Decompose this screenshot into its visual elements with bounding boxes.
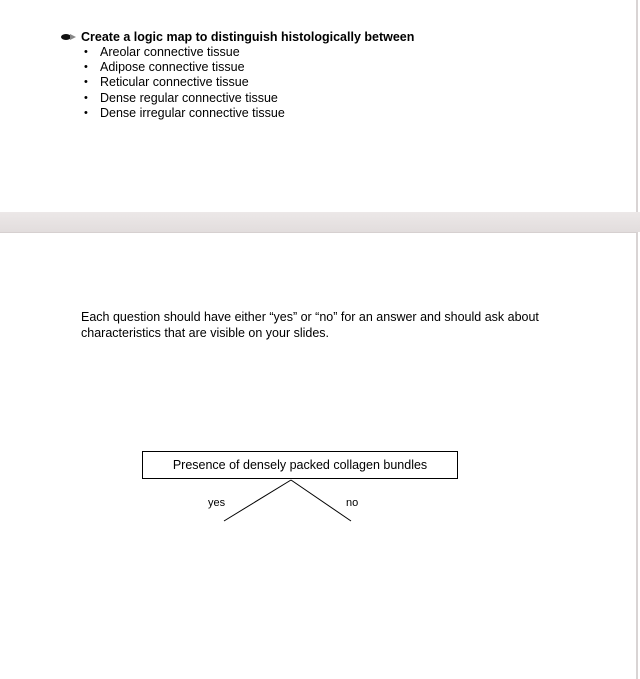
slide-separator: [0, 212, 640, 232]
slide-heading: Create a logic map to distinguish histologically between: [81, 30, 415, 44]
yes-branch-line: [224, 480, 291, 521]
yes-branch-label: yes: [208, 497, 226, 509]
list-item: • Dense regular connective tissue: [84, 91, 285, 106]
list-item: • Dense irregular connective tissue: [84, 106, 285, 121]
slide-1: [0, 0, 638, 212]
list-item: • Adipose connective tissue: [84, 60, 285, 75]
slide-2: [0, 232, 638, 679]
no-branch-line: [291, 480, 351, 521]
list-item: • Reticular connective tissue: [84, 75, 285, 90]
instruction-text: Each question should have either “yes” or “no” for an answer and should ask about characteristics that are visible on your slides.: [81, 310, 539, 340]
root-question: Presence of densely packed collagen bundles: [172, 458, 428, 472]
arrow-bullet-icon: [60, 32, 76, 42]
logic-map-branches: [0, 233, 636, 679]
tissue-list: [84, 45, 285, 121]
heading-row: [60, 30, 414, 44]
list-item: • Areolar connective tissue: [84, 45, 285, 60]
no-branch-label: no: [346, 497, 359, 509]
